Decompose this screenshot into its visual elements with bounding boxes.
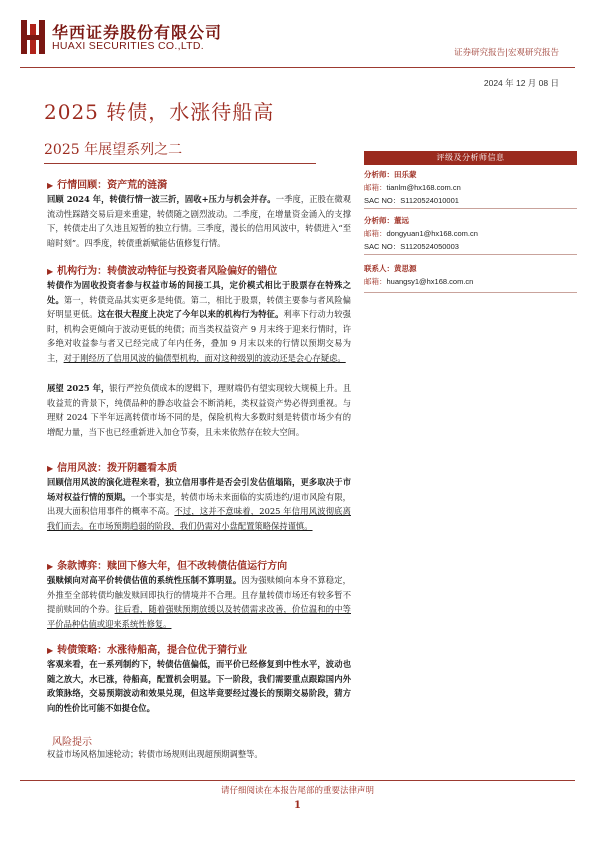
section-body-strategy: 客观来看，在一系列制约下，转债估值偏低，而平价已经修复到中性水平，波动也随之放大，水已涨，待船高，配置机会明显。下一阶段，我们需要重点跟踪国内外政策脉络，交易预期波动和效果兑现，但这毕竟要经过漫长的预期交易阶段，猜方向的性价比可能不如提仓位。	[47, 659, 351, 713]
contact-name: 黄思源	[394, 264, 417, 273]
analyst-divider	[364, 254, 577, 255]
section-heading-institution-behavior: ▶ 机构行为：转债波动特征与投资者风险偏好的错位	[47, 266, 278, 277]
analyst-email[interactable]: tianlm@hx168.com.cn	[386, 183, 461, 192]
analyst-sac: S1120524010001	[400, 196, 459, 205]
section-heading-clause-game: ▶ 条款博弈：赎回下修大年，但不改转债估值运行方向	[47, 561, 288, 572]
brand-name-en: HUAXI SECURITIES CO.,LTD.	[52, 40, 204, 52]
analyst-email[interactable]: dongyuan1@hx168.com.cn	[386, 229, 478, 238]
analyst-name: 田乐蒙	[394, 170, 417, 179]
footer-divider	[20, 780, 575, 781]
analyst-divider	[364, 292, 577, 293]
report-type: 证券研究报告|宏观研究报告	[454, 48, 559, 58]
report-title: 2025 转债，水涨待船高	[44, 100, 275, 124]
analyst-card: 分析师：董远 邮箱：dongyuan1@hx168.com.cn SAC NO：S1120524050003	[364, 216, 478, 251]
section-body-outlook-2025: 展望 2025 年，银行严控负债成本的逻辑下，理财端仍有望实现较大规模上升。且收益荒的背景下，纯债品种的静态收益会不断消耗，类权益资产势必得到重视。与理财 2024 下半年远离转债市场不同的是，保险机构大多数时刻是转债市场少有的增配力量，当下也已经重新进入加仓节奏，且未来依然存在较大空间。	[47, 383, 351, 437]
section-body-institution-behavior: 转债作为固收投资者参与权益市场的间接工具，定价模式相比于股票存在特殊之处。第一，转债竞品其实更多是纯债。第二，相比于股票，转债主要参与者风险偏好明显更低。这在很大程度上决定了今年以来的机构行为特征。利率下行动力较强时，机构会更倾向于波动更低的纯债；而当类权益资产 9 月末终于迎来行情时，许多绝对收益参与者又已经完成了年内任务，叠加 9 月末以来的行情以预期交易为主，对于刚经历了信用风波的偏债型机构，面对这种级别的波动还是会心存疑虑。	[47, 280, 351, 363]
analyst-role: 分析师：	[364, 170, 394, 179]
section-heading-credit-turmoil: ▶ 信用风波：拨开阴霾看本质	[47, 463, 178, 474]
legal-notice: 请仔细阅读在本报告尾部的重要法律声明	[220, 786, 374, 796]
brand-name-cn: 华西证券股份有限公司	[52, 23, 223, 42]
analyst-sac: S1120524050003	[400, 242, 459, 251]
subtitle-divider	[44, 163, 316, 164]
risk-text: 权益市场风格加速轮动；转债市场规则出现超预期调整等。	[47, 749, 263, 759]
triangle-bullet-icon: ▶	[47, 266, 54, 276]
analyst-panel-heading: 评级及分析师信息	[364, 151, 577, 165]
analyst-divider	[364, 208, 577, 209]
header-divider	[20, 67, 575, 68]
section-body-clause-game: 强赎倾向对高平价转债估值的系统性压制不算明显。因为强赎倾向本身不算稳定，外推至全部转债均触发赎回即执行的情境并不合理。且存量转债市场还有较多暂不提前赎回的个券。往后看，随着强赎预期放缓以及转债需求改善，价位温和的中等平价品种估值或迎来系统性修复。	[47, 575, 351, 629]
huaxi-logo-icon	[21, 20, 45, 54]
risk-heading: 风险提示	[52, 737, 92, 748]
triangle-bullet-icon: ▶	[47, 561, 54, 571]
contact-email[interactable]: huangsy1@hx168.com.cn	[386, 277, 474, 286]
analyst-name: 董远	[394, 216, 409, 225]
triangle-bullet-icon: ▶	[47, 463, 54, 473]
section-body-credit-turmoil: 回顾信用风波的演化进程来看，独立信用事件是否会引发估值塌陷，更多取决于市场对权益行情的预期。一个事实是，转债市场未来面临的实质违约/退市风险有限，出现大面积信用事件的概率不高。不过，这并不意味着，2025 年信用风波彻底离我们而去。在市场预期趋弱的阶段，我们仍需对小盘配置策略保持谨慎。	[47, 477, 351, 531]
triangle-bullet-icon: ▶	[47, 180, 54, 190]
report-subtitle: 2025 年展望系列之二	[44, 142, 183, 158]
section-body-market-review: 回顾 2024 年，转债行情一波三折，固收+压力与机会并存。一季度，正股在微观流动性踩踏交易后迎来重建，转债随之剧烈波动。二季度，在增量资金涌入的支撑下，转债走出了久违且短暂的独立行情。三季度，漫长的信用风波中，转债进入“至暗时刻”。四季度，转债重新赋能估值修复行情。	[47, 194, 351, 248]
report-date: 2024 年 12 月 08 日	[483, 78, 559, 88]
page-number: 1	[294, 800, 301, 811]
section-heading-market-review: ▶ 行情回顾：资产荒的涟漪	[47, 180, 168, 191]
triangle-bullet-icon: ▶	[47, 645, 54, 655]
contact-card: 联系人：黄思源 邮箱：huangsy1@hx168.com.cn	[364, 264, 474, 286]
section-heading-strategy: ▶ 转债策略：水涨待船高，提合位优于猜行业	[47, 645, 248, 656]
analyst-card: 分析师：田乐蒙 邮箱：tianlm@hx168.com.cn SAC NO：S1120524010001	[364, 170, 461, 205]
